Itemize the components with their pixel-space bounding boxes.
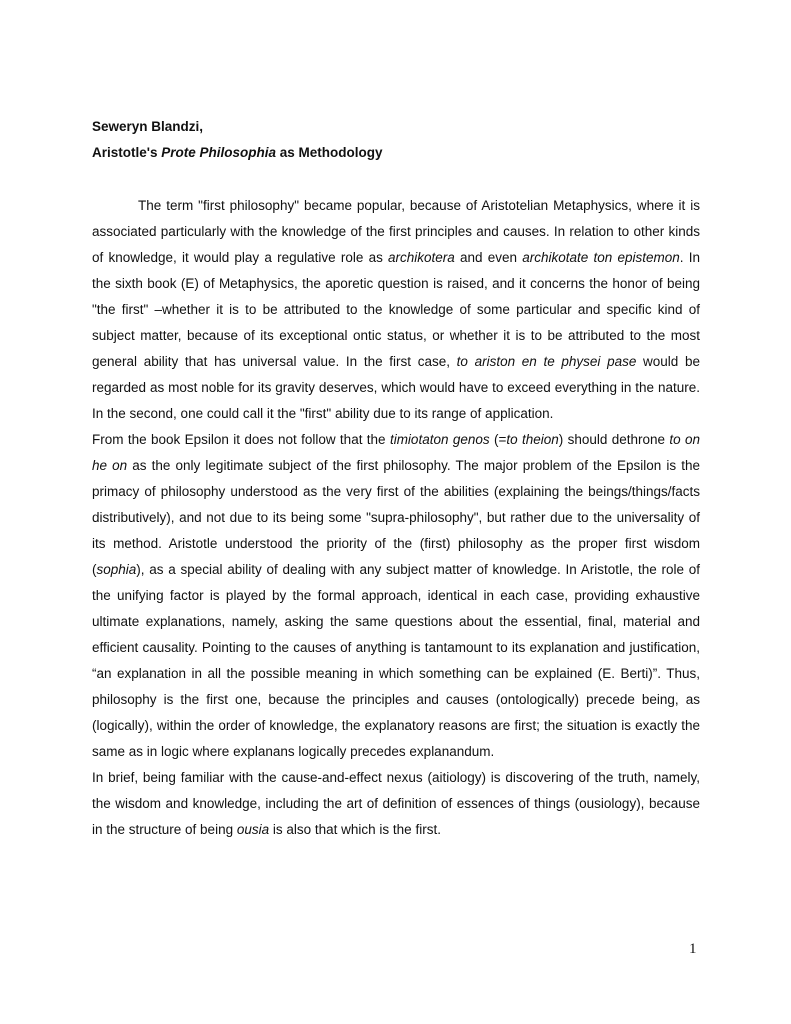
italic-term: archikotate ton epistemon — [522, 250, 680, 265]
italic-term: archikotera — [388, 250, 455, 265]
text-segment: From the book Epsilon it does not follow that the — [92, 432, 390, 447]
text-segment: The term "first philosophy" became popular, because of Aristotelian Metaphysics, where it is associated particularly with the knowledge of the first principles and causes. In relation to other kinds of knowledge, it would play a regulative role as — [92, 198, 700, 265]
italic-term: ousia — [236, 822, 270, 837]
italic-term: timiotaton genos — [389, 432, 490, 447]
text-segment: (= — [489, 432, 507, 447]
italic-term: to theion — [506, 432, 559, 447]
title-italic: Prote Philosophia — [161, 145, 276, 160]
author-name: Seweryn Blandzi, — [92, 119, 204, 134]
document-title — [92, 145, 383, 160]
text-segment: and even — [454, 250, 523, 265]
text-segment: . In the sixth book (E) of Metaphysics, the aporetic question is raised, and it concerns the honor of being "the first" –whether it is to be attributed to the knowledge of some particular and specific kind of subject matter, because of its exceptional ontic status, or whether it is to be attributed to the most general ability that has universal value. In the first case, — [92, 250, 700, 369]
paragraph-2 — [92, 427, 700, 765]
text-segment: would be regarded as most noble for its gravity deserves, which would have to exceed everything in the nature. In the second, one could call it the "first" ability due to its range of application. — [92, 354, 700, 421]
page-number: 1 — [689, 941, 697, 957]
title-suffix: as Methodology — [276, 145, 383, 160]
paragraph-3 — [92, 765, 700, 843]
text-segment: as the only legitimate subject of the first philosophy. The major problem of the Epsilon is the primacy of philosophy understood as the very first of the abilities (explaining the beings/things/facts distributively), and not due to its being some "supra-philosophy", but rather due to the universality of its method. Aristotle understood the priority of the (first) philosophy as the proper first wisdom ( — [92, 458, 700, 577]
italic-term: sophia — [96, 562, 137, 577]
paragraph-1 — [92, 193, 700, 427]
body-text — [92, 193, 700, 843]
text-segment: In brief, being familiar with the cause-and-effect nexus (aitiology) is discovering of the truth, namely, the wisdom and knowledge, including the art of definition of essences of things (ousiology), because in the structure of being — [92, 770, 700, 837]
title-prefix: Aristotle's — [92, 145, 162, 160]
text-segment: ), as a special ability of dealing with any subject matter of knowledge. In Aristotle, the role of the unifying factor is played by the formal approach, identical in each case, providing exhaustive ultimate explanations, namely, asking the same questions about the essential, final, material and efficient causality. Pointing to the causes of anything is tantamount to its explanation and justification, “an explanation in all the possible meaning in which something can be explained (E. Berti)”. Thus, philosophy is the first one, because the principles and causes (ontologically) precede being, as (logically), within the order of knowledge, the explanatory reasons are first; the situation is exactly the same as in logic where explanans logically precedes explanandum. — [92, 562, 700, 759]
italic-term: to ariston en te physei pase — [456, 354, 637, 369]
italic-term: to on he on — [92, 432, 701, 473]
text-segment: ) should dethrone — [558, 432, 670, 447]
text-segment: is also that which is the first. — [269, 822, 441, 837]
